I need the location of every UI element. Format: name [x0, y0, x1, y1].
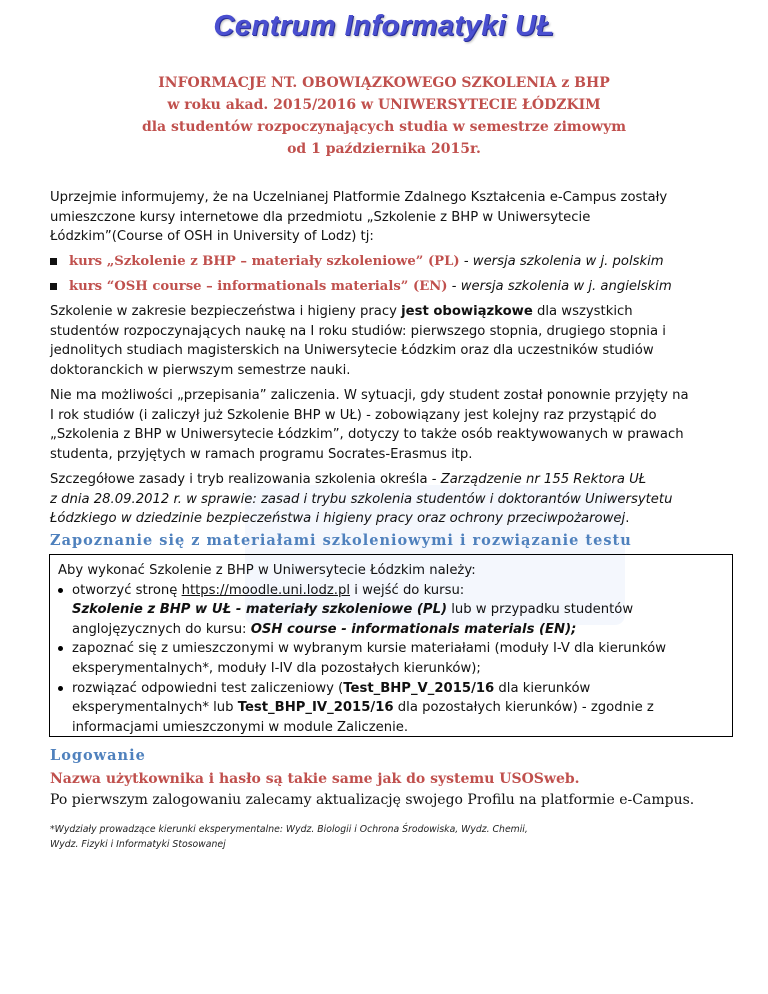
bullet-icon [58, 686, 63, 691]
text: informacjami umieszczonymi w module Zaliczenie. [72, 719, 409, 735]
paragraph-line: I rok studiów (i zaliczył już Szkolenie BHP w UŁ) - zobowiązany jest kolejny raz przystąpić do [50, 407, 657, 423]
login-recommendation: Po pierwszym zalogowaniu zalecamy aktualizację swojego Profilu na platformie e-Campus. [50, 792, 695, 808]
paragraph-line: z dnia 28.09.2012 r. w sprawie: zasad i trybu szkolenia studentów i doktorantów Uniwersytetu [50, 491, 673, 507]
text: i wejść do kursu: [350, 582, 465, 598]
logo: Centrum Informatyki UŁ [213, 10, 555, 42]
paragraph-line [50, 509, 730, 529]
course-item-en [50, 274, 750, 299]
text: dla wszystkich [532, 304, 633, 319]
paragraph-line: Nie ma możliwości „przepisania” zaliczenia. W sytuacji, gdy student został ponownie przyjęty na [50, 388, 689, 403]
regulation-paragraph [50, 470, 730, 529]
bullet-icon [58, 588, 63, 593]
text: Łódzkiego w dziedzinie bezpieczeństwa i higieny pracy oraz ochrony przeciwpożarowej [50, 511, 626, 526]
text: rozwiązać odpowiedni test zaliczeniowy ( [72, 680, 344, 696]
instruction-item [58, 639, 724, 678]
text: . [625, 511, 630, 526]
course-name: OSH course - informationals materials (EN); [250, 621, 577, 637]
intro-line: umieszczone kursy internetowe dla przedmiotu „Szkolenie z BHP w Uniwersytecie [50, 209, 591, 225]
headline-line: w roku akad. 2015/2016 w UNIWERSYTECIE ŁÓDZKIM [167, 97, 601, 113]
text: anglojęzycznych do kursu: [72, 621, 251, 637]
headline-line: od 1 października 2015r. [287, 141, 481, 157]
moodle-link[interactable]: https://moodle.uni.lodz.pl [181, 582, 351, 598]
footnote-line: Wydz. Fizyki i Informatyki Stosowanej [50, 839, 226, 850]
intro-line: Łódzkim”(Course of OSH in University of Lodz) tj: [50, 229, 374, 244]
text: otworzyć stronę [72, 582, 182, 598]
separator: - [459, 254, 473, 269]
paragraph-line: studentów rozpoczynających naukę na I roku studiów: pierwszego stopnia, drugiego stopnia i [50, 323, 666, 339]
headline [0, 72, 768, 160]
text: eksperymentalnych* lub [72, 700, 238, 716]
course-list [50, 249, 750, 299]
footnote-line: *Wydziały prowadzące kierunki eksperymentalne: Wydz. Biologii i Ochrona Środowiska, Wydz. Chemii, [50, 824, 528, 835]
text: dla pozostałych kierunków) - zgodnie z [393, 700, 654, 716]
instruction-item [58, 679, 724, 738]
intro-paragraph [50, 188, 730, 247]
course-item-pl [50, 249, 750, 274]
text: dla kierunków [494, 680, 591, 696]
bullet-icon [58, 646, 63, 651]
text: eksperymentalnych*, moduły I-IV dla pozostałych kierunków); [72, 660, 481, 676]
course-name: Szkolenie z BHP w UŁ - materiały szkoleniowe (PL) [72, 602, 447, 618]
instructions-box [49, 554, 733, 737]
course-note: wersja szkolenia w j. angielskim [460, 279, 672, 294]
text: zapoznać się z umieszczonymi w wybranym kursie materiałami (moduły I-V dla kierunków [72, 641, 666, 657]
text: lub w przypadku studentów [447, 602, 634, 618]
text: Szczegółowe zasady i tryb realizowania szkolenia określa - [50, 472, 441, 487]
no-transfer-paragraph [50, 386, 730, 464]
paragraph-line: studenta, przyjętych w ramach programu Socrates-Erasmus itp. [50, 446, 473, 462]
section-heading-materials: Zapoznanie się z materiałami szkoleniowymi i rozwiązanie testu [50, 532, 632, 549]
login-info: Nazwa użytkownika i hasło są takie same jak do systemu USOSweb. [50, 771, 580, 787]
test-name: Test_BHP_IV_2015/16 [237, 700, 394, 716]
intro-line: Uprzejmie informujemy, że na Uczelnianej Platformie Zdalnego Kształcenia e-Campus zostały [50, 190, 668, 205]
headline-line: dla studentów rozpoczynających studia w semestrze zimowym [141, 119, 627, 135]
course-link-pl[interactable]: kurs „Szkolenie z BHP – materiały szkoleniowe” (PL) [69, 254, 460, 269]
box-intro: Aby wykonać Szkolenie z BHP w Uniwersytecie Łódzkim należy: [58, 563, 476, 578]
paragraph-line [50, 470, 730, 490]
test-name: Test_BHP_V_2015/16 [343, 680, 495, 696]
paragraph-line: „Szkolenia z BHP w Uniwersytecie Łódzkim”, dotyczy to także osób reaktywowanych w prawach [50, 427, 684, 442]
course-link-en[interactable]: kurs “OSH course – informationals materials” (EN) [69, 279, 448, 294]
square-bullet-icon [50, 283, 57, 290]
emphasis: jest obowiązkowe [401, 304, 533, 319]
obligation-paragraph [50, 302, 730, 380]
course-note: wersja szkolenia w j. polskim [472, 254, 664, 269]
instruction-item [58, 581, 724, 640]
paragraph-line [50, 302, 730, 322]
paragraph-line: doktoranckich w pierwszym semestrze nauki. [50, 362, 351, 378]
footnote [50, 822, 528, 852]
separator: - [447, 279, 461, 294]
headline-line: INFORMACJE NT. OBOWIĄZKOWEGO SZKOLENIA z BHP [158, 75, 610, 91]
regulation-title: Zarządzenie nr 155 Rektora UŁ [440, 472, 647, 487]
text: Szkolenie w zakresie bezpieczeństwa i higieny pracy [50, 304, 402, 319]
square-bullet-icon [50, 258, 57, 265]
paragraph-line: jednolitych studiach magisterskich na Uniwersytecie Łódzkim oraz dla uczestników studiów [50, 343, 654, 358]
section-heading-login: Logowanie [50, 747, 146, 764]
